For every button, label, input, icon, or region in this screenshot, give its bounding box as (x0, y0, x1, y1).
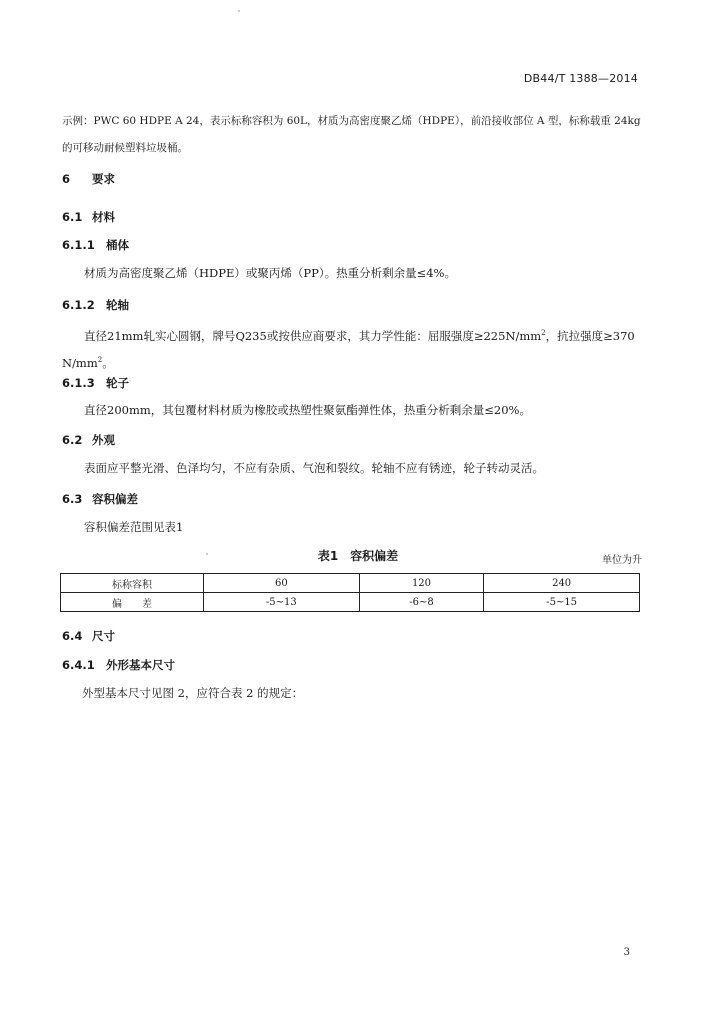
section-6-1-heading (62, 209, 115, 225)
table-cell: -6~8 (359, 593, 484, 612)
section-title: 轮轴 (106, 298, 129, 312)
scan-speck (238, 10, 240, 12)
section-6-2-heading (62, 432, 115, 448)
section-title: 外观 (92, 433, 115, 447)
section-number: 6.1.3 (62, 376, 95, 390)
table-unit: 单位为升 (602, 555, 642, 566)
axle-text-part-b: ，抗拉强度≥370 N/mm (62, 328, 635, 370)
scan-speck (206, 553, 208, 555)
axle-text-part-a: 直径21mm轧实心圆钢，牌号Q235或按供应商要求，其力学性能：屈服强度≥225N/mm (84, 328, 542, 343)
section-6-3-text: 容积偏差范围见表1 (84, 520, 184, 534)
section-number: 6.1.1 (62, 238, 95, 252)
section-6-1-2-text (62, 321, 642, 375)
section-6-4-1-text: 外型基本尺寸见图 2，应符合表 2 的规定： (82, 686, 304, 700)
table-cell: 60 (204, 574, 360, 593)
table-row-header: 标称容积 (61, 574, 204, 593)
superscript: 2 (97, 355, 103, 364)
section-number: 6.2 (62, 433, 83, 447)
table-title: 表1 容积偏差 (317, 549, 399, 563)
table-cell: 240 (484, 574, 640, 593)
volume-deviation-table (60, 573, 640, 612)
table-row (61, 574, 640, 593)
section-6-1-3-heading (62, 375, 129, 391)
section-6-4-1-heading (62, 657, 175, 673)
section-6-4-heading (62, 628, 115, 644)
section-number: 6.1.2 (62, 298, 95, 312)
table-cell: -5~15 (484, 593, 640, 612)
table-cell: 120 (359, 574, 484, 593)
section-6-1-1-heading (62, 237, 129, 253)
section-number: 6.1 (62, 210, 83, 224)
section-number: 6.3 (62, 492, 83, 506)
section-title: 要求 (92, 172, 115, 186)
section-title: 外形基本尺寸 (106, 658, 175, 672)
section-number: 6.4 (62, 629, 83, 643)
page-number: 3 (623, 947, 630, 958)
table-cell: -5~13 (204, 593, 360, 612)
table-row-header: 偏 差 (61, 593, 204, 612)
section-title: 容积偏差 (92, 492, 138, 506)
section-number: 6.4.1 (62, 658, 95, 672)
section-6-3-heading (62, 491, 138, 507)
standard-code: DB44/T 1388—2014 (523, 72, 638, 85)
section-number: 6 (62, 172, 71, 186)
section-title: 轮子 (106, 376, 129, 390)
example-paragraph: 示例：PWC 60 HDPE A 24，表示标称容积为 60L，材质为高密度聚乙烯（HDPE），前沿接收部位 A 型，标称载重 24kg 的可移动耐候塑料垃圾桶。 (62, 115, 641, 154)
section-6-1-2-heading (62, 297, 129, 313)
section-title: 桶体 (106, 238, 129, 252)
superscript: 2 (541, 329, 546, 337)
section-title: 材料 (92, 210, 115, 224)
section-title: 尺寸 (92, 629, 115, 643)
section-6-2-text: 表面应平整光滑、色泽均匀，不应有杂质、气泡和裂纹。轮轴不应有锈迹，轮子转动灵活。 (84, 461, 544, 475)
section-6-heading (62, 171, 115, 187)
axle-text-part-c: 。 (102, 355, 114, 370)
section-6-1-3-text: 直径200mm，其包覆材料材质为橡胶或热塑性聚氨酯弹性体，热重分析剩余量≤20%。 (84, 403, 531, 417)
table-row (61, 593, 640, 612)
section-6-1-1-text: 材质为高密度聚乙烯（HDPE）或聚丙烯（PP）。热重分析剩余量≤4%。 (84, 266, 456, 280)
